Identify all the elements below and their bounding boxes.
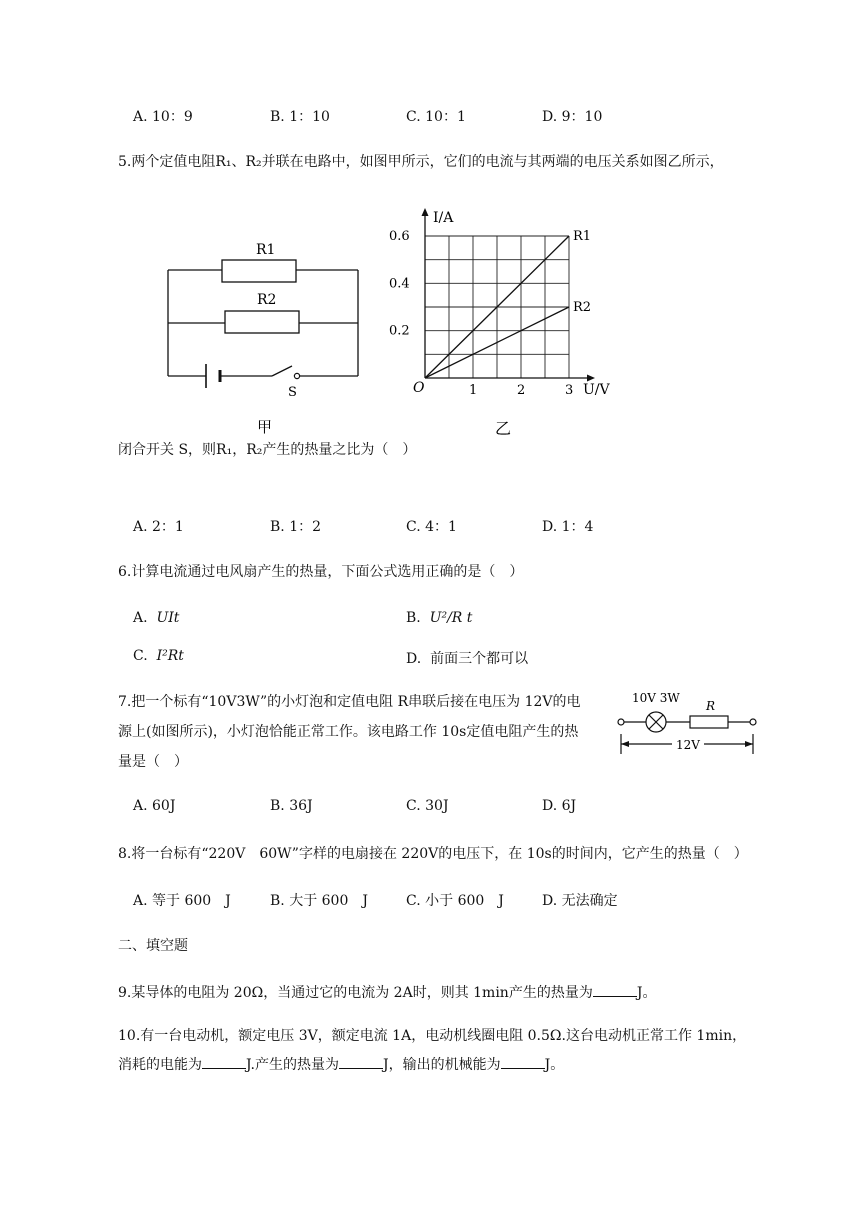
r1-label: R1 xyxy=(256,242,276,258)
q6-option-a: A. UIt xyxy=(133,610,180,626)
q7-option-a: A. 60J xyxy=(133,798,176,814)
q7-stem-line1: 7.把一个标有“10V3W”的小灯泡和定值电阻 R串联后接在电压为 12V的电 xyxy=(118,694,581,710)
q5-option-c: C. 4：1 xyxy=(406,519,457,535)
q4-option-d: D. 9：10 xyxy=(542,109,603,125)
q7-option-d: D. 6J xyxy=(542,798,577,814)
x-axis-label: U/V xyxy=(583,382,610,398)
series-label-r1: R1 xyxy=(573,229,592,244)
resistor-label: R xyxy=(706,699,716,713)
section-title: 二、填空题 xyxy=(118,938,188,954)
x-axis-arrow xyxy=(587,375,595,382)
y-tick-label: 0.4 xyxy=(389,276,410,292)
y-axis-arrow xyxy=(422,208,429,216)
q5-option-b: B. 1：2 xyxy=(270,519,322,535)
q8-option-d: D. 无法确定 xyxy=(542,893,618,909)
q9-blank[interactable] xyxy=(593,982,637,997)
graph-caption: 乙 xyxy=(495,419,512,438)
q6-option-c: C. I²Rt xyxy=(133,648,184,664)
q8-option-a: A. 等于 600 J xyxy=(133,893,231,909)
q5-circuit-diagram xyxy=(160,236,370,436)
q5-iu-graph xyxy=(380,196,610,442)
circuit-caption: 甲 xyxy=(257,418,273,436)
q4-option-a: A. 10：9 xyxy=(133,109,193,125)
q7-circuit-figure xyxy=(616,688,766,760)
y-axis-label: I/A xyxy=(433,210,454,226)
q4-option-c: C. 10：1 xyxy=(406,109,466,125)
q6-stem: 6.计算电流通过电风扇产生的热量，下面公式选用正确的是（ ） xyxy=(118,564,524,580)
q10-blank-energy[interactable] xyxy=(202,1054,246,1069)
x-tick-label: 3 xyxy=(565,383,574,398)
q5-stem-cont: 闭合开关 S，则R₁，R₂产生的热量之比为（ ） xyxy=(118,442,417,458)
q7-stem-line2: 源上(如图所示)，小灯泡恰能正常工作。该电路工作 10s定值电阻产生的热 xyxy=(118,724,579,740)
y-tick-label: 0.6 xyxy=(389,229,410,244)
q7-stem-line3: 量是（ ） xyxy=(118,754,188,770)
q4-option-b: B. 1：10 xyxy=(270,109,330,125)
q5-stem: 5.两个定值电阻R₁、R₂并联在电路中，如图甲所示，它们的电流与其两端的电压关系如图乙所示， xyxy=(118,154,724,170)
q6-option-d: D. 前面三个都可以 xyxy=(406,651,529,667)
q10-stem-line1: 10.有一台电动机，额定电压 3V，额定电流 1A，电动机线圈电阻 0.5Ω.这台电动机正常工作 1min， xyxy=(118,1028,747,1044)
q5-option-d: D. 1：4 xyxy=(542,519,594,535)
q8-option-b: B. 大于 600 J xyxy=(270,893,368,909)
q8-option-c: C. 小于 600 J xyxy=(406,893,504,909)
q10-blank-mechanical[interactable] xyxy=(501,1054,545,1069)
lamp-label: 10V 3W xyxy=(632,691,680,705)
origin-label: O xyxy=(413,380,425,396)
x-tick-label: 2 xyxy=(517,383,526,398)
q6-option-b: B. U²/R t xyxy=(406,610,473,626)
switch-label: S xyxy=(288,385,297,400)
q8-stem: 8.将一台标有“220V 60W”字样的电扇接在 220V的电压下，在 10s的时间内，它产生的热量（ ） xyxy=(118,846,748,862)
q9-stem: 9.某导体的电阻为 20Ω，当通过它的电流为 2A时，则其 1min产生的热量为 J。 xyxy=(118,982,656,1003)
q10-stem-line2: 消耗的电能为 J.产生的热量为 J，输出的机械能为 J。 xyxy=(118,1054,564,1075)
r2-label: R2 xyxy=(257,292,277,308)
q5-option-a: A. 2：1 xyxy=(133,519,184,535)
series-label-r2: R2 xyxy=(573,300,592,315)
q7-option-b: B. 36J xyxy=(270,798,313,814)
x-tick-label: 1 xyxy=(469,383,478,398)
y-tick-label: 0.2 xyxy=(389,323,410,339)
voltage-label: 12V xyxy=(676,738,700,752)
q7-option-c: C. 30J xyxy=(406,798,449,814)
q10-blank-heat[interactable] xyxy=(339,1054,383,1069)
